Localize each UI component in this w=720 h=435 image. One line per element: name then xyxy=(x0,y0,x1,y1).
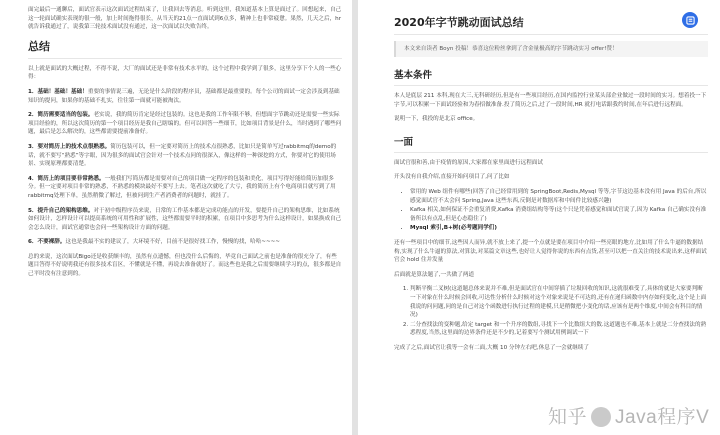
point-3 xyxy=(28,143,342,169)
round1-heading: 一面 xyxy=(394,134,708,153)
point-4 xyxy=(28,175,342,201)
point-2 xyxy=(28,111,342,137)
watermark-logo-icon xyxy=(591,407,611,427)
point-2-text: 老实说，我的简历肯定是经过包装的。这也是我的工作年限不够，但想面字节跳动还是需要一些实际项目经验的，所以这次简历的第一个项目经历是我自己瞎编的。但可以回答一些细节，比如项目背景是什么，当时遇到了哪些问题，最后是怎么解决的，这些都需要提前准备好。 xyxy=(28,112,342,136)
bullet-item-2: • Kafka 相关,如何保证不会重复消费,Kafka 消费组结构等等(这个只是凭着感觉和面试官说了,因为 Kafka 自己确实没有准备所以有点乱,但是心态稳住了) xyxy=(410,206,708,223)
point-6-title: 6．不要裸辞。 xyxy=(28,239,66,246)
basics-paragraph: 本人是底层 211 本科,现在大三,无科研经历,但是有一些项目经历,在国内监控行业某头部企业做过一段时间的实习。想着投一下字节,可以积累一下面试经验和为春招做准备.投了简历之后,过了一段时间,HR 就打电话跟我约时间,在年后进行远程面。 xyxy=(394,93,707,108)
point-2-title: 2．简历需要适当的包装。 xyxy=(28,112,94,119)
point-6-text: 这也是我最不实的建议了，大环境不好，目前不是很好找工作，慢慢的找，哈哈~~~~ xyxy=(65,239,280,246)
numbered-list xyxy=(394,285,708,338)
point-4-text: 一般我们写简历都是需要对自己的项目做一定程序的包装和美化，项目写得好能给简历加很多分。但一定要对项目非常的熟悉，不熟悉的模块最好不要写上去。笔者这次就吃了大亏，我的简历上有个电商项目就写到了用rabbitmq处理下单，虽然稍微了解过，但被问到生产者消费者的问题时，就挂了。 xyxy=(28,175,336,199)
round1-paragraph-4: 后面就是算法题了,一共做了两道 xyxy=(394,271,475,278)
intro-paragraph: 面完最后一通聊后，面试官表示这次面试过程结束了，让我回去等消息。听到这里，我知道基本上算是面过了。回想起来，自己这一轮面试确实表现的很一般，加上时间拖得很长，从当天的21点一直面试到6点多，精神上也非常疲惫。果然，几天之后，hr就告诉我通过了，说我第三轮技术面试没有通过，这一次面试以失败告终。 xyxy=(28,7,342,31)
round1-paragraph-3: 还有一些项目中的细节,这些因人而异,就不放上来了,提一个点就是要在项目中介绍一些亮眼的地方,比如用了什么牛逼的数据结构,实现了什么牛逼的算法,对算法,对某篇文章这些,也好让人觉得你说的东西有点货,甚至可以把一直关注的技术说出来,这样面试官会 hold 住并发量 xyxy=(394,239,707,264)
bookmark-button[interactable] xyxy=(682,12,698,28)
numbered-item-2: 2. 二分查找法的变种题,给定 target 和一个升序的数组,寻找下一个比数组大的数.这道题也不难,基本上就是二分查找法的熟悉程度,当然,这里面的边界条件还是不少的,记着要写个测试用例调试一下 xyxy=(410,321,708,338)
numbered-item-1: 1. 判断平衡二叉树(这道题总体来说并不难,但是面试官在中间穿插了垃圾回收的知识,这就很难受了,具体的就是大家要判断一下对象在什么时候会回收,可达性分析什么时候对这个对象来说是不可达的,还有在递归函数中内存如何变化,这个是上面我说的问问题,问的是自己对这个函数进行执行过程的建模,只是稍微把小变化的话,应该有是两个维度,中间会有科目的情况) xyxy=(410,285,708,319)
blockquote: 本文来自读者 Boyn 投稿！恭喜这位粉丝拿到了含金量极高的字节跳动实习 offer!赞！ xyxy=(394,41,708,57)
point-6 xyxy=(28,238,342,247)
point-3-text: 简历包装可以，但一定要对简历上的技术点很熟悉，比如只是简单写过rabbitmq的demo的话，就不要写“熟悉”等字眼，因为很多的面试官会针对一个技术点问的很深入，像这样的一种深挖的方式，你要对它的使用场景、实现原理都要清楚。 xyxy=(28,143,337,168)
point-5-title: 5．提升自己的架构思维。 xyxy=(28,207,94,214)
watermark xyxy=(548,402,709,429)
bullet-item-1: • 常用的 Web 组件有哪些(回答了自己经常用到的 SpringBoot,Redis,Mysql 等等,字节这边基本没有用 Java 的后台,所以感觉面试官不太会问 Spring,Java 这些东西,反倒是对数据库和中间件比较感兴趣) xyxy=(410,188,708,205)
bookmark-icon xyxy=(686,16,695,25)
round1-paragraph-1: 面试官很和善,由于疫情的原因,大家都在家里面进行远程面试 xyxy=(394,159,543,166)
outro-paragraph: 总的来说，这次面试Bigo还是收获颇丰的，虽然有点遗憾，但也没什么后悔的，毕竟自己面试之前也是准备的很充分了，有些题目答得不好说明我还有很多技术盲区，不懂就是不懂，再说去准备就好了。而这些也是我之后需要继续学习的点，很多都是自己平时没有注意到的。 xyxy=(28,253,342,278)
bullet-item-3 xyxy=(410,224,708,233)
point-3-title: 3．要对简历上的技术点很熟悉。 xyxy=(28,143,111,150)
point-5 xyxy=(28,207,342,233)
summary-paragraph: 以上就是面试的大概过程，不得不说，大厂的面试还是非常有技术水平的，这个过程中我学到了很多，这里分享下个人的一些心得： xyxy=(28,65,342,81)
point-1-text: 重要的事情说三遍，无论是什么阶段的程序员，基础都是最重要的。每个公司的面试一定会涉及到基础知识的提问，如果你的基础不扎实，往往第一面就可能被淘汰。 xyxy=(28,88,340,104)
round1-paragraph-2: 开头没有自我介绍,直接开始问项目了,问了比如 xyxy=(394,174,510,181)
right-document-pane[interactable] xyxy=(358,0,720,435)
basics-paragraph-2: 说明一下，我投的是北京 office。 xyxy=(394,116,479,123)
left-document-pane[interactable] xyxy=(0,0,352,435)
point-4-title: 4．简历上的项目要非常熟悉。 xyxy=(28,175,105,182)
bullet-list xyxy=(394,188,708,233)
bullet-item-3-text: Mysql 索引,B+树(必考题同学们) xyxy=(410,225,497,232)
round1-paragraph-5: 完成了之后,面试官让我等一会有二面,大概 10 分钟左右吧,休息了一会就继续了 xyxy=(394,344,590,351)
watermark-author: Java程序V xyxy=(615,407,710,428)
point-1 xyxy=(28,88,342,105)
article-title: 2020年字节跳动面试总结 xyxy=(394,14,708,35)
point-5-text: 对于初中级程序员来说，日常的工作基本都是完成功能点的开发，要提升自己的架构思维，比如系统如何设计，怎样设计可以提高系统的可用性和扩展性，这些都需要平时的积累，在项目中多思考为什么这样设计，如果换成自己会怎么设计，面试官通常也会问一些架构设计方面的问题。 xyxy=(28,207,342,231)
watermark-brand: 知乎 xyxy=(548,407,588,428)
point-1-title: 1．基础！基础！基础！ xyxy=(28,88,88,95)
basics-heading: 基本条件 xyxy=(394,67,708,86)
summary-heading: 总结 xyxy=(28,38,342,59)
